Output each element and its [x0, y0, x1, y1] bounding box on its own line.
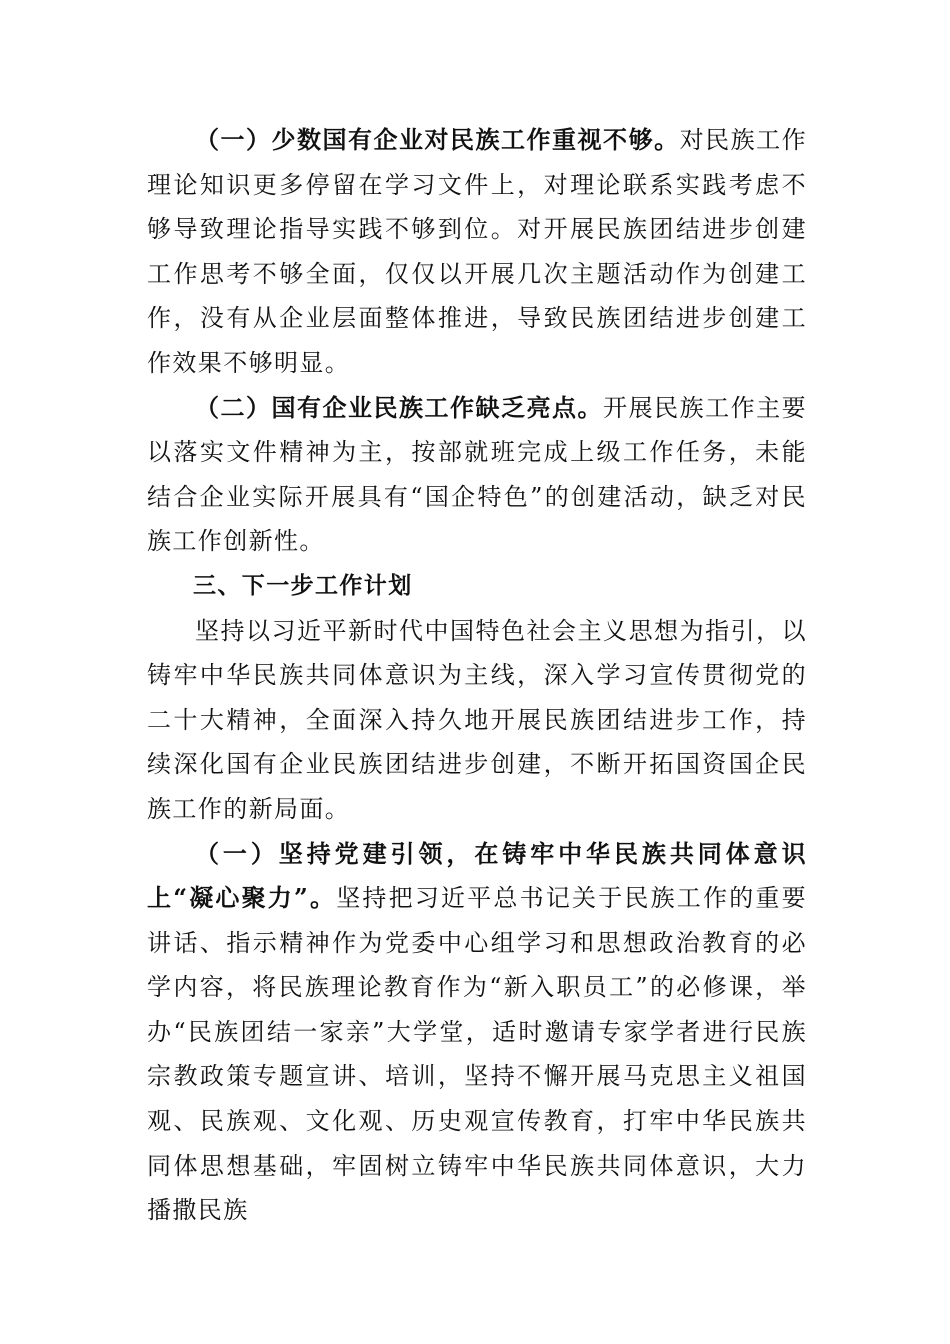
paragraph-plan-intro: 坚持以习近平新时代中国特色社会主义思想为指引，以铸牢中华民族共同体意识为主线，深入学习宣传贯彻党的二十大精神，全面深入持久地开展民族团结进步工作，持续深化国有企业民族团结进步创建，不断开拓国资国企民族工作的新局面。 — [147, 616, 807, 823]
paragraph-problem-1-body: 对民族工作理论知识更多停留在学习文件上，对理论联系实践考虑不够导致理论指导实践不够到位。对开展民族团结进步创建工作思考不够全面，仅仅以开展几次主题活动作为创建工作，没有从企业层面整体推进，导致民族团结进步创建工作效果不够明显。 — [147, 126, 807, 377]
paragraph-problem-2 — [147, 386, 807, 564]
paragraph-problem-1-lead: （一）少数国有企业对民族工作重视不够。 — [195, 125, 680, 154]
paragraph-plan-1-lead: （一）坚持党建引领，在铸牢中华民族共同体意识上“凝心聚力”。 — [147, 838, 807, 913]
paragraph-problem-1 — [147, 118, 807, 386]
paragraph-problem-2-lead: （二）国有企业民族工作缺乏亮点。 — [195, 392, 604, 422]
paragraph-plan-1-body: 坚持把习近平总书记关于民族工作的重要讲话、指示精神作为党委中心组学习和思想政治教育的必学内容，将民族理论教育作为“新入职员工”的必修课，举办“民族团结一家亲”大学堂，适时邀请专家学者进行民族宗教政策专题宣讲、培训，坚持不懈开展马克思主义祖国观、民族观、文化观、历史观宣传教育，打牢中华民族共同体思想基础，牢固树立铸牢中华民族共同体意识，大力播撒民族 — [147, 884, 808, 1225]
document-body — [147, 118, 807, 1233]
section-heading-next-plan: 三、下一步工作计划 — [193, 572, 413, 599]
paragraph-problem-2-body: 开展民族工作主要以落实文件精神为主，按部就班完成上级工作任务，未能结合企业实际开展具有“国企特色”的创建活动，缺乏对民族工作创新性。 — [147, 393, 807, 556]
paragraph-plan-1 — [147, 832, 807, 1233]
